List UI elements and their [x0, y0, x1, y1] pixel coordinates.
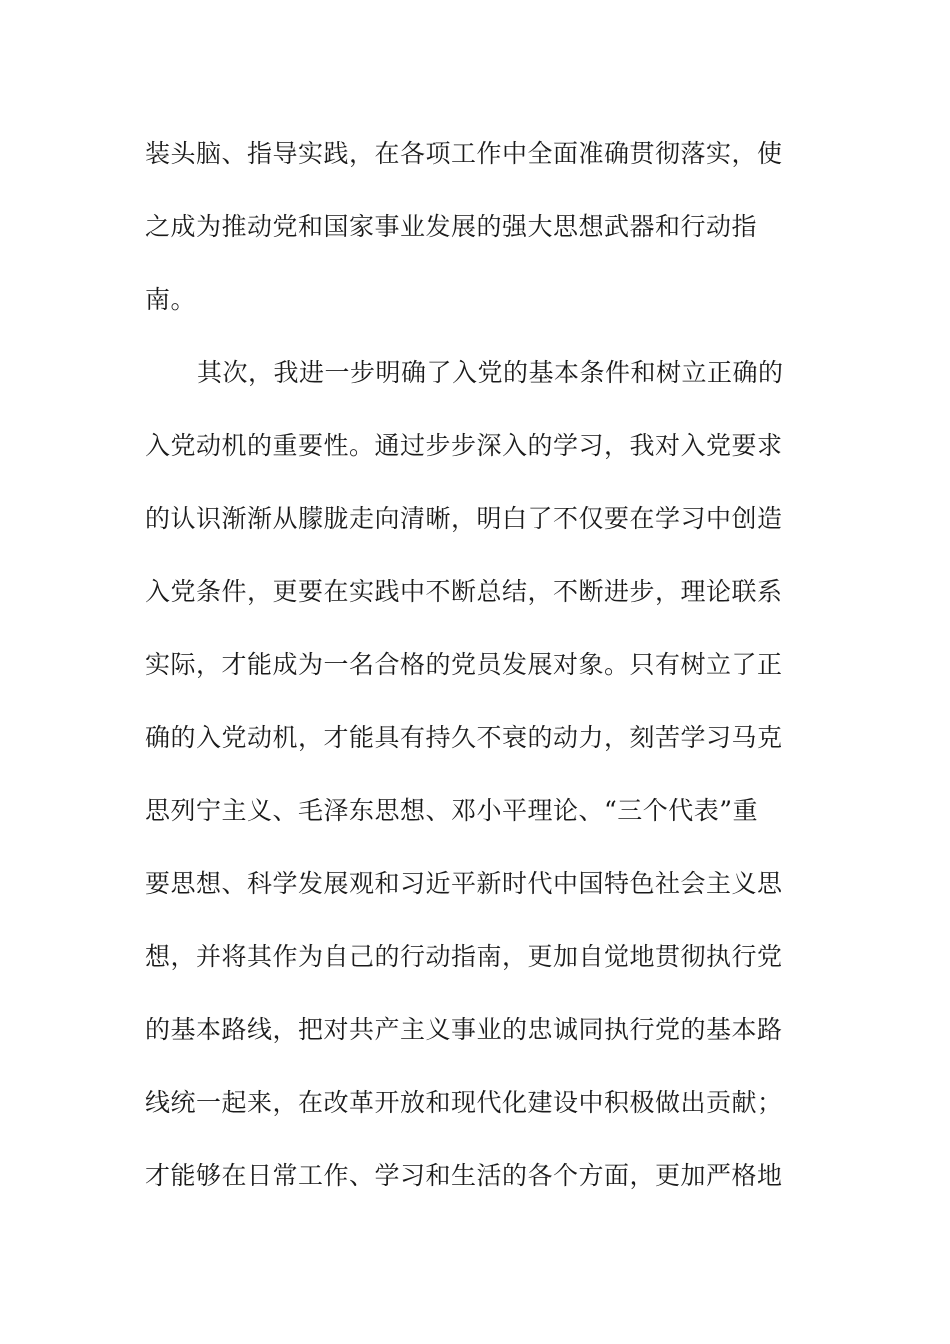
text-line: 的认识渐渐从朦胧走向清晰，明白了不仅要在学习中创造 [145, 504, 783, 533]
text-line: 思列宁主义、毛泽东思想、邓小平理论、“三个代表”重 [145, 796, 759, 825]
text-line: 确的入党动机，才能具有持久不衰的动力，刻苦学习马克 [145, 723, 783, 752]
text-line: 的基本路线，把对共产主义事业的忠诚同执行党的基本路 [145, 1015, 783, 1044]
paragraph-start-line: 其次，我进一步明确了入党的基本条件和树立正确的 [197, 358, 784, 387]
text-line: 装头脑、指导实践，在各项工作中全面准确贯彻落实，使 [145, 139, 783, 168]
text-line: 入党条件，更要在实践中不断总结，不断进步，理论联系 [145, 577, 783, 606]
text-line: 实际，才能成为一名合格的党员发展对象。只有树立了正 [145, 650, 783, 679]
text-line: 线统一起来，在改革开放和现代化建设中积极做出贡献； [145, 1088, 783, 1117]
text-line: 南。 [145, 285, 197, 314]
body-text [145, 132, 785, 1227]
text-line: 入党动机的重要性。通过步步深入的学习，我对入党要求 [145, 431, 783, 460]
text-line: 要思想、科学发展观和习近平新时代中国特色社会主义思 [145, 869, 783, 898]
text-line: 想，并将其作为自己的行动指南，更加自觉地贯彻执行党 [145, 942, 783, 971]
text-line: 才能够在日常工作、学习和生活的各个方面，更加严格地 [145, 1161, 783, 1190]
text-line: 之成为推动党和国家事业发展的强大思想武器和行动指 [145, 212, 758, 241]
